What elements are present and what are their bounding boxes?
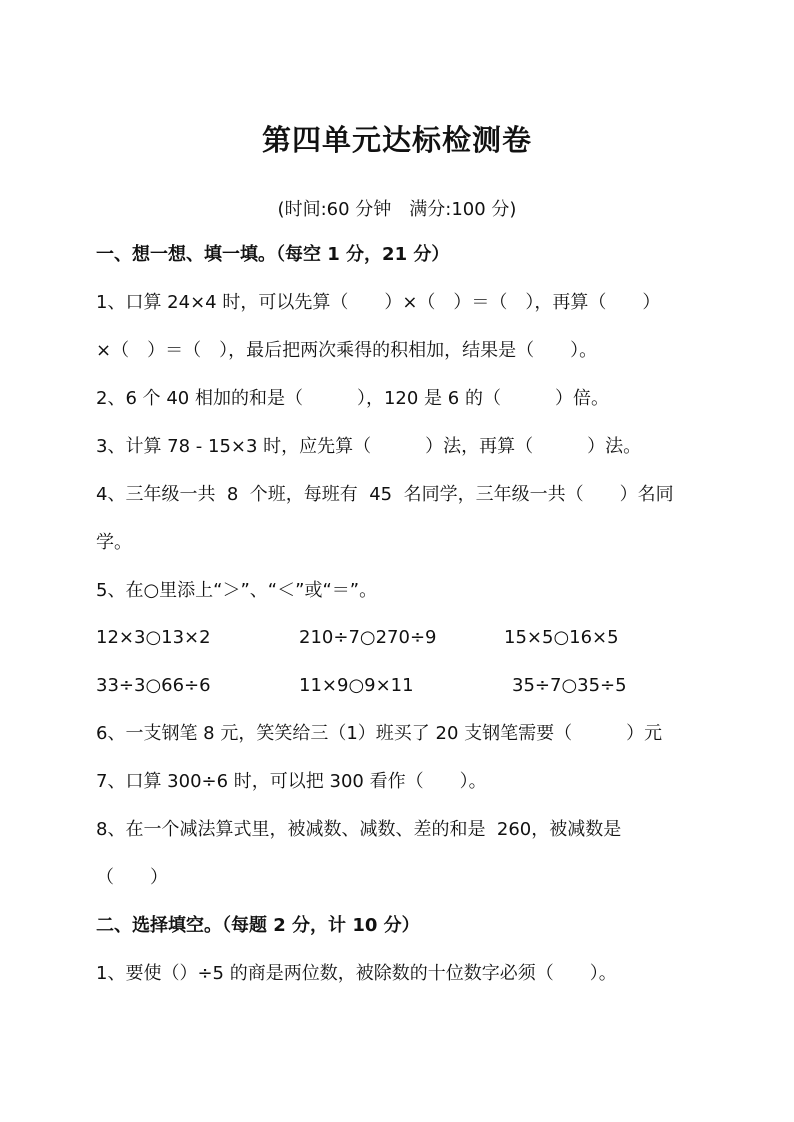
section-2-heading: 二、选择填空。（每题 2 分，计 10 分）: [96, 915, 420, 936]
section-1-heading: 一、想一想、填一填。（每空 1 分，21 分）: [96, 244, 450, 265]
comparison-item: 12×3○13×2: [96, 627, 211, 648]
comparison-item: 11×9○9×11: [299, 675, 414, 696]
question-8-line-2: （ ）: [96, 867, 168, 888]
comparison-item: 35÷7○35÷5: [512, 675, 627, 696]
question-5: 5、在○里添上“＞”、“＜”或“＝”。: [96, 580, 378, 601]
exam-time-score: (时间:60 分钟 满分:100 分): [277, 199, 517, 220]
question-4-line-2: 学。: [96, 532, 132, 553]
comparison-item: 33÷3○66÷6: [96, 675, 211, 696]
question-8-line-1: 8、在一个减法算式里，被减数、减数、差的和是 260，被减数是: [96, 819, 622, 840]
question-3: 3、计算 78 - 15×3 时，应先算（ ）法，再算（ ）法。: [96, 436, 642, 457]
question-4-line-1: 4、三年级一共 8 个班，每班有 45 名同学，三年级一共（ ）名同: [96, 484, 674, 505]
question-1-line-2: ×（ ）＝（ ），最后把两次乘得的积相加，结果是（ ）。: [96, 340, 598, 361]
section-2-question-1: 1、要使（）÷5 的商是两位数，被除数的十位数字必须（ ）。: [96, 963, 617, 984]
question-1-line-1: 1、口算 24×4 时，可以先算（ ）×（ ）＝（ ），再算（ ）: [96, 292, 661, 313]
comparison-item: 210÷7○270÷9: [299, 627, 437, 648]
question-6: 6、一支钢笔 8 元，笑笑给三（1）班买了 20 支钢笔需要（ ）元: [96, 723, 663, 744]
question-7: 7、口算 300÷6 时，可以把 300 看作（ ）。: [96, 771, 487, 792]
page-title: 第四单元达标检测卷: [261, 123, 532, 157]
comparison-item: 15×5○16×5: [504, 627, 619, 648]
question-2: 2、6 个 40 相加的和是（ ），120 是 6 的（ ）倍。: [96, 388, 609, 409]
